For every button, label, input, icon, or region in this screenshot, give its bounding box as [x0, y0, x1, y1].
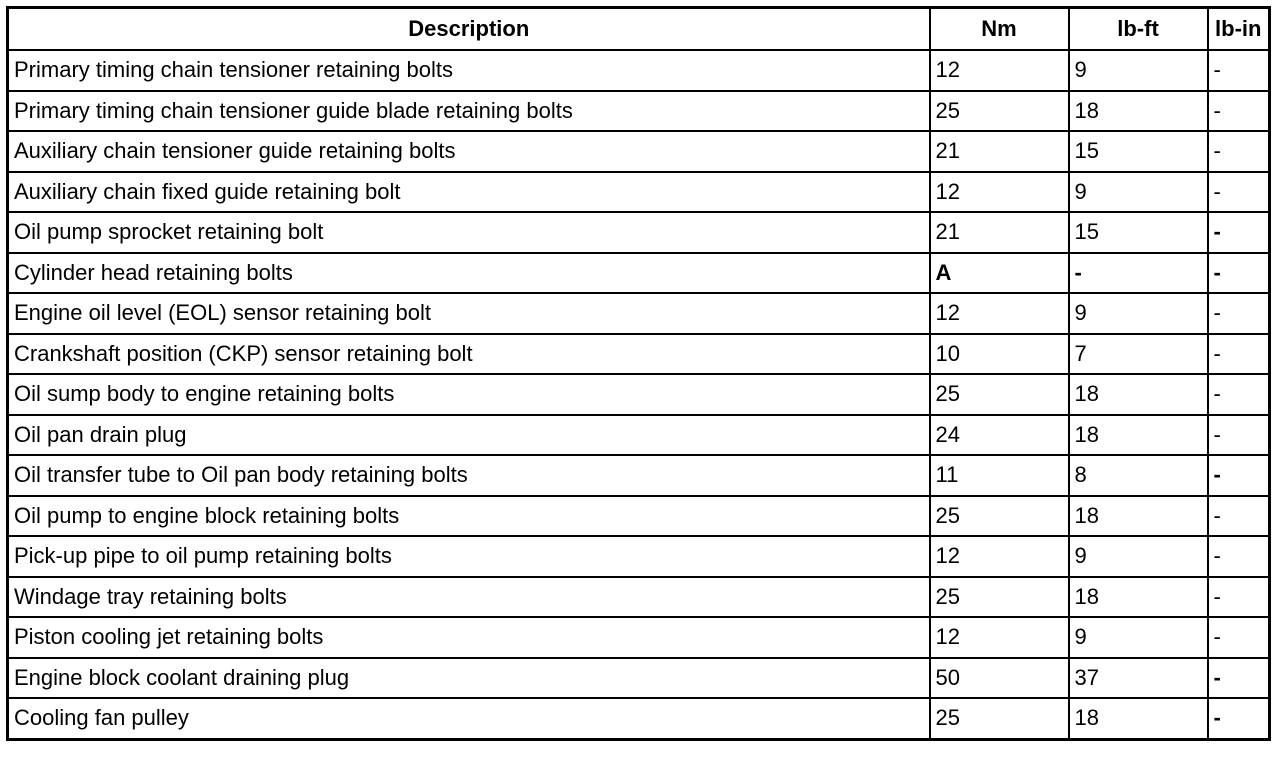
cell-nm: 25: [930, 496, 1069, 537]
cell-description: Engine oil level (EOL) sensor retaining bolt: [8, 293, 930, 334]
cell-description: Auxiliary chain fixed guide retaining bolt: [8, 172, 930, 213]
cell-lb-ft: 18: [1069, 374, 1208, 415]
cell-description: Primary timing chain tensioner guide blade retaining bolts: [8, 91, 930, 132]
cell-lb-in: -: [1208, 455, 1270, 496]
cell-lb-in: -: [1208, 617, 1270, 658]
cell-nm: 25: [930, 577, 1069, 618]
cell-description: Crankshaft position (CKP) sensor retaining bolt: [8, 334, 930, 375]
cell-lb-ft: 8: [1069, 455, 1208, 496]
cell-lb-ft: 18: [1069, 698, 1208, 739]
cell-lb-in: -: [1208, 50, 1270, 91]
table-row: [8, 577, 1270, 618]
table-row: [8, 253, 1270, 294]
cell-lb-in: -: [1208, 334, 1270, 375]
cell-nm: 12: [930, 536, 1069, 577]
cell-lb-in: -: [1208, 496, 1270, 537]
cell-nm: 25: [930, 698, 1069, 739]
cell-lb-ft: 9: [1069, 536, 1208, 577]
cell-description: Cylinder head retaining bolts: [8, 253, 930, 294]
cell-description: Engine block coolant draining plug: [8, 658, 930, 699]
cell-nm: 50: [930, 658, 1069, 699]
table-row: [8, 658, 1270, 699]
cell-nm: 12: [930, 293, 1069, 334]
cell-lb-ft: 15: [1069, 212, 1208, 253]
cell-description: Oil sump body to engine retaining bolts: [8, 374, 930, 415]
header-lb-in: lb-in: [1208, 8, 1270, 51]
cell-description: Piston cooling jet retaining bolts: [8, 617, 930, 658]
table-row: [8, 131, 1270, 172]
cell-lb-ft: 18: [1069, 577, 1208, 618]
cell-description: Cooling fan pulley: [8, 698, 930, 739]
cell-lb-in: -: [1208, 131, 1270, 172]
cell-lb-ft: 15: [1069, 131, 1208, 172]
cell-lb-in: -: [1208, 698, 1270, 739]
cell-lb-in: -: [1208, 374, 1270, 415]
header-description: Description: [8, 8, 930, 51]
cell-lb-ft: 37: [1069, 658, 1208, 699]
cell-lb-in: -: [1208, 536, 1270, 577]
cell-lb-ft: 9: [1069, 50, 1208, 91]
cell-description: Oil transfer tube to Oil pan body retaining bolts: [8, 455, 930, 496]
cell-description: Oil pump to engine block retaining bolts: [8, 496, 930, 537]
cell-nm: 12: [930, 172, 1069, 213]
header-nm: Nm: [930, 8, 1069, 51]
cell-nm: 25: [930, 91, 1069, 132]
cell-nm: 12: [930, 50, 1069, 91]
cell-lb-ft: 18: [1069, 91, 1208, 132]
table-row: [8, 536, 1270, 577]
table-row: [8, 455, 1270, 496]
cell-lb-ft: -: [1069, 253, 1208, 294]
cell-nm: 11: [930, 455, 1069, 496]
cell-lb-ft: 9: [1069, 617, 1208, 658]
cell-lb-ft: 9: [1069, 293, 1208, 334]
cell-lb-in: -: [1208, 212, 1270, 253]
cell-lb-in: -: [1208, 253, 1270, 294]
table-row: [8, 50, 1270, 91]
cell-nm: 24: [930, 415, 1069, 456]
torque-spec-table-container: [6, 6, 1271, 741]
cell-nm: 21: [930, 131, 1069, 172]
cell-nm: 25: [930, 374, 1069, 415]
cell-nm: 21: [930, 212, 1069, 253]
cell-lb-ft: 18: [1069, 496, 1208, 537]
header-lb-ft: lb-ft: [1069, 8, 1208, 51]
table-header-row: [8, 8, 1270, 51]
cell-lb-in: -: [1208, 658, 1270, 699]
table-row: [8, 617, 1270, 658]
cell-nm: 10: [930, 334, 1069, 375]
cell-description: Pick-up pipe to oil pump retaining bolts: [8, 536, 930, 577]
cell-description: Windage tray retaining bolts: [8, 577, 930, 618]
table-row: [8, 212, 1270, 253]
table-row: [8, 415, 1270, 456]
cell-description: Oil pan drain plug: [8, 415, 930, 456]
table-row: [8, 293, 1270, 334]
cell-description: Oil pump sprocket retaining bolt: [8, 212, 930, 253]
table-body: [8, 50, 1270, 739]
table-row: [8, 496, 1270, 537]
cell-description: Primary timing chain tensioner retaining bolts: [8, 50, 930, 91]
table-row: [8, 172, 1270, 213]
cell-lb-in: -: [1208, 172, 1270, 213]
cell-lb-in: -: [1208, 91, 1270, 132]
cell-lb-ft: 18: [1069, 415, 1208, 456]
cell-lb-ft: 7: [1069, 334, 1208, 375]
cell-description: Auxiliary chain tensioner guide retaining bolts: [8, 131, 930, 172]
table-row: [8, 91, 1270, 132]
table-row: [8, 374, 1270, 415]
table-row: [8, 334, 1270, 375]
cell-lb-in: -: [1208, 577, 1270, 618]
cell-lb-in: -: [1208, 293, 1270, 334]
table-row: [8, 698, 1270, 739]
cell-lb-ft: 9: [1069, 172, 1208, 213]
cell-nm: 12: [930, 617, 1069, 658]
cell-lb-in: -: [1208, 415, 1270, 456]
torque-spec-table: [6, 6, 1271, 741]
cell-nm: A: [930, 253, 1069, 294]
